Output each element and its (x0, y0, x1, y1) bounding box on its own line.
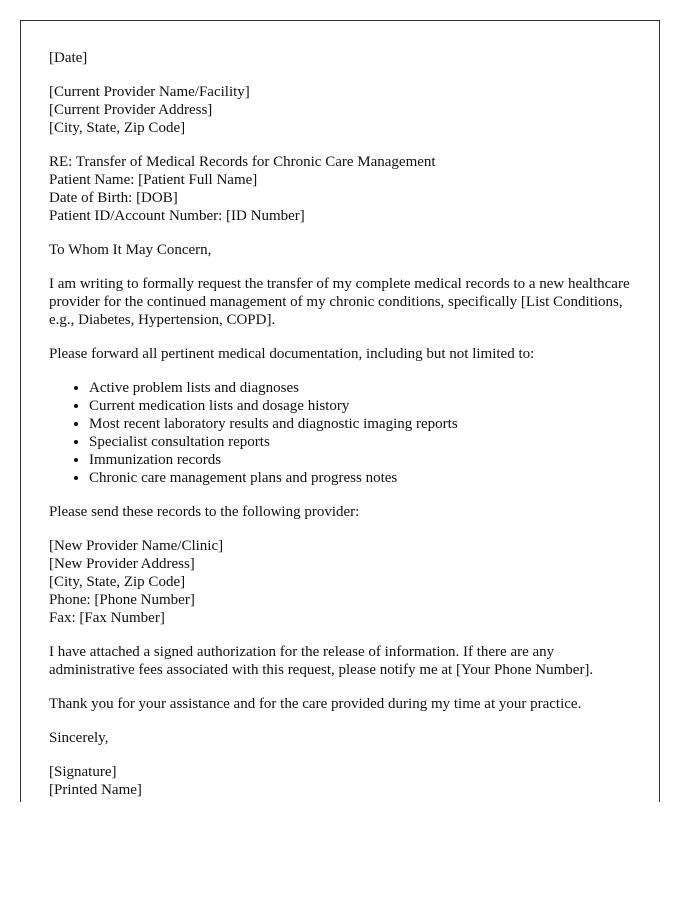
new-provider-block (49, 537, 631, 627)
letter-page (20, 20, 660, 802)
list-item: • Active problem lists and diagnoses (89, 379, 631, 397)
forward-intro: Please forward all pertinent medical documentation, including but not limited to: (49, 346, 535, 362)
recipient-city: [City, State, Zip Code] (49, 120, 186, 136)
new-provider-phone: Phone: [Phone Number] (49, 592, 195, 608)
signature: [Signature] (49, 764, 117, 780)
intro-paragraph: I am writing to formally request the transfer of my complete medical records to a new healthcare provider for the continued management of my chronic conditions, specifically [List Conditions, e.g., Diabetes, Hypertension, COPD]. (49, 276, 630, 328)
list-item: • Most recent laboratory results and diagnostic imaging reports (89, 415, 631, 433)
signature-block (49, 763, 631, 799)
patient-id: Patient ID/Account Number: [ID Number] (49, 208, 305, 224)
date: [Date] (49, 50, 88, 66)
authorization-paragraph: I have attached a signed authorization for the release of information. If there are any administrative fees associated with this request, please notify me at [Your Phone Number]. (49, 644, 594, 678)
thanks-paragraph: Thank you for your assistance and for the care provided during my time at your practice. (49, 696, 582, 712)
send-intro: Please send these records to the following provider: (49, 504, 360, 520)
recipient-street: [Current Provider Address] (49, 102, 213, 118)
new-provider-address: [New Provider Address] (49, 556, 195, 572)
records-list (49, 379, 631, 487)
list-item: • Current medication lists and dosage history (89, 397, 631, 415)
list-item: • Immunization records (89, 451, 631, 469)
closing: Sincerely, (49, 730, 109, 746)
reference-block (49, 153, 631, 225)
date-of-birth: Date of Birth: [DOB] (49, 190, 178, 206)
list-item: • Chronic care management plans and progress notes (89, 469, 631, 487)
new-provider-name: [New Provider Name/Clinic] (49, 538, 224, 554)
recipient-address (49, 83, 631, 137)
list-item: • Specialist consultation reports (89, 433, 631, 451)
new-provider-fax: Fax: [Fax Number] (49, 610, 165, 626)
patient-name: Patient Name: [Patient Full Name] (49, 172, 258, 188)
recipient-name: [Current Provider Name/Facility] (49, 84, 250, 100)
new-provider-city: [City, State, Zip Code] (49, 574, 186, 590)
salutation: To Whom It May Concern, (49, 242, 212, 258)
printed-name: [Printed Name] (49, 782, 142, 798)
subject-line: RE: Transfer of Medical Records for Chronic Care Management (49, 154, 436, 170)
